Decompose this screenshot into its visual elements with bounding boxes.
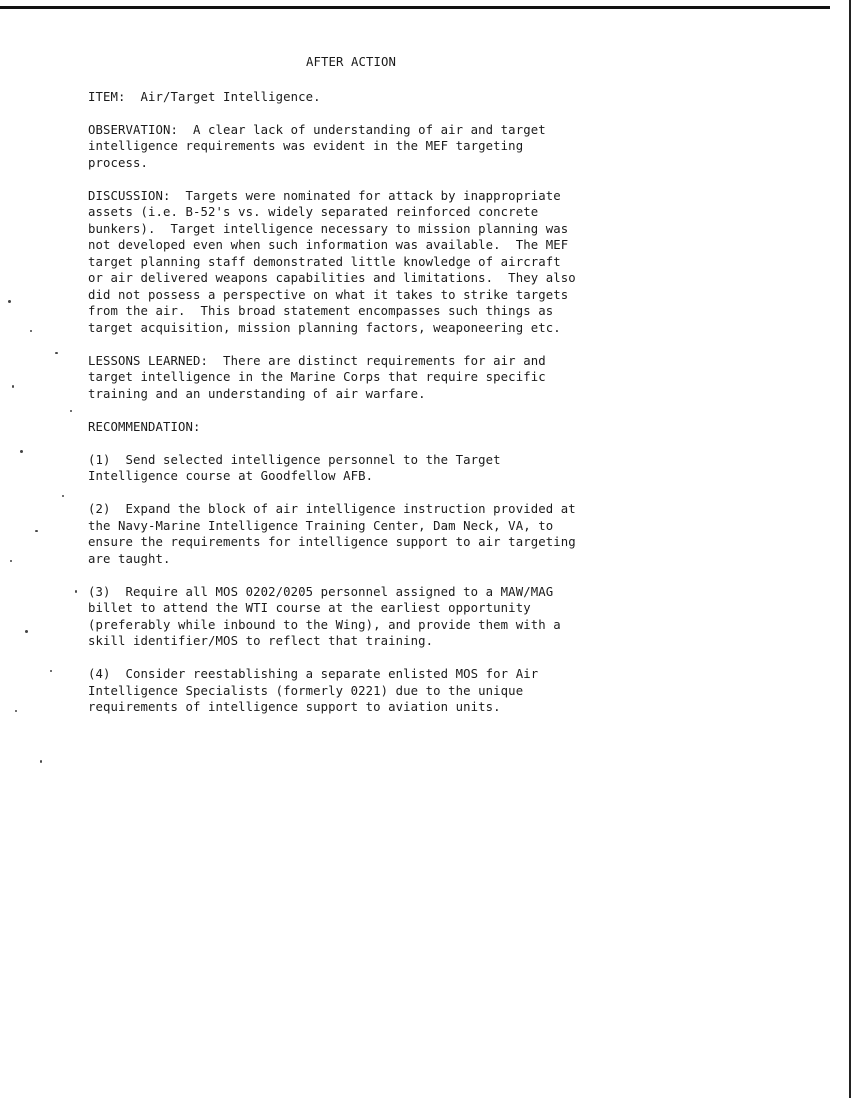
recommendation-4	[88, 666, 648, 716]
lessons-line: training and an understanding of air warfare.	[88, 386, 426, 401]
recommendation-line: Intelligence Specialists (formerly 0221) due to the unique	[88, 683, 524, 698]
observation-line: intelligence requirements was evident in the MEF targeting	[88, 139, 524, 153]
observation-paragraph	[88, 122, 648, 172]
recommendation-line: billet to attend the WTI course at the earliest opportunity	[88, 601, 531, 615]
discussion-line: did not possess a perspective on what it takes to strike targets	[88, 287, 569, 302]
discussion-line: from the air. This broad statement encompasses such things as	[88, 304, 554, 318]
discussion-line: assets (i.e. B-52's vs. widely separated reinforced concrete	[88, 205, 539, 219]
discussion-line: DISCUSSION: Targets were nominated for attack by inappropriate	[88, 188, 561, 203]
recommendation-line: (4) Consider reestablishing a separate enlisted MOS for Air	[88, 667, 539, 681]
recommendation-line: (preferably while inbound to the Wing), and provide them with a	[88, 617, 561, 632]
recommendation-3	[88, 584, 648, 650]
recommendation-line: (3) Require all MOS 0202/0205 personnel assigned to a MAW/MAG	[88, 584, 554, 599]
recommendation-line: are taught.	[88, 551, 171, 566]
discussion-line: bunkers). Target intelligence necessary to mission planning was	[88, 221, 569, 236]
discussion-line: or air delivered weapons capabilities and limitations. They also	[88, 271, 576, 285]
recommendation-line: (2) Expand the block of air intelligence instruction provided at	[88, 502, 576, 516]
observation-line: OBSERVATION: A clear lack of understanding of air and target	[88, 122, 546, 137]
item-paragraph	[88, 89, 648, 106]
lessons-line: target intelligence in the Marine Corps that require specific	[88, 370, 546, 384]
recommendation-line: the Navy-Marine Intelligence Training Center, Dam Neck, VA, to	[88, 518, 554, 533]
recommendation-line: requirements of intelligence support to aviation units.	[88, 700, 501, 714]
recommendation-line: (1) Send selected intelligence personnel to the Target	[88, 452, 501, 467]
item-line: ITEM: Air/Target Intelligence.	[88, 89, 321, 104]
discussion-line: target acquisition, mission planning factors, weaponeering etc.	[88, 320, 561, 335]
recommendation-heading	[88, 419, 648, 436]
scan-noise-artifact	[0, 290, 100, 810]
observation-line: process.	[88, 155, 149, 170]
recommendation-line: skill identifier/MOS to reflect that training.	[88, 634, 434, 648]
recommendation-heading-line: RECOMMENDATION:	[88, 419, 201, 434]
top-scan-border	[0, 6, 830, 9]
document-title: AFTER ACTION	[306, 55, 397, 69]
discussion-line: target planning staff demonstrated little knowledge of aircraft	[88, 254, 561, 269]
discussion-line: not developed even when such information was available. The MEF	[88, 238, 569, 252]
recommendation-2	[88, 501, 648, 567]
recommendation-1	[88, 452, 648, 485]
lessons-line: LESSONS LEARNED: There are distinct requirements for air and	[88, 353, 546, 368]
discussion-paragraph	[88, 188, 648, 337]
lessons-learned-paragraph	[88, 353, 648, 403]
recommendation-line: ensure the requirements for intelligence support to air targeting	[88, 535, 576, 549]
after-action-document	[88, 54, 648, 732]
recommendation-line: Intelligence course at Goodfellow AFB.	[88, 469, 374, 483]
